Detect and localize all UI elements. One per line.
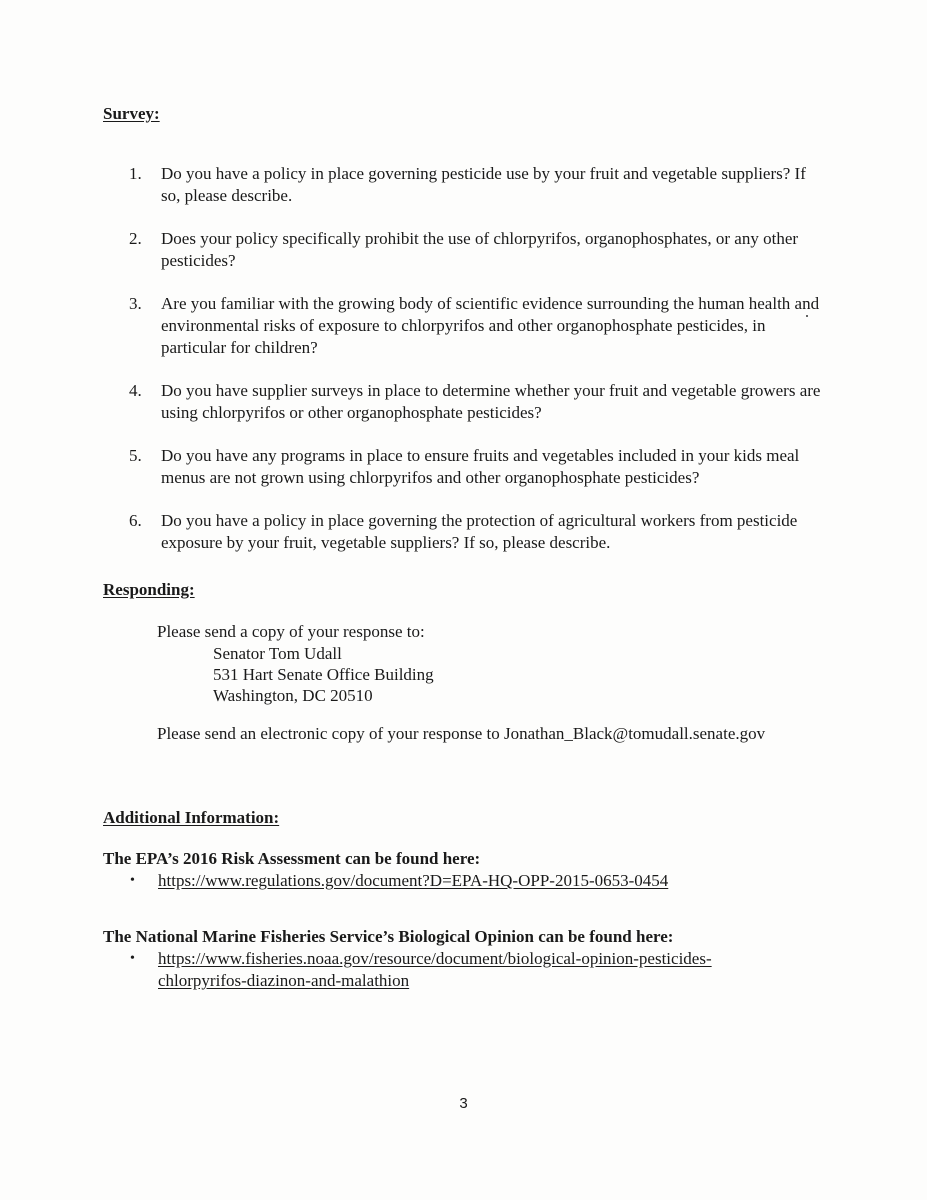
scan-speck bbox=[806, 315, 808, 317]
question-number: 2. bbox=[129, 229, 142, 248]
survey-question bbox=[103, 293, 823, 359]
nmfs-label: The National Marine Fisheries Service’s Biological Opinion can be found here: bbox=[103, 927, 674, 946]
question-text: Do you have supplier surveys in place to determine whether your fruit and vegetable growers are using chlorpyrifos or other organophosphate pesticides? bbox=[161, 381, 821, 422]
survey-question bbox=[103, 380, 823, 424]
question-number: 3. bbox=[129, 294, 142, 313]
address-name: Senator Tom Udall bbox=[213, 644, 342, 663]
bullet-icon: • bbox=[130, 951, 135, 966]
question-text: Does your policy specifically prohibit the use of chlorpyrifos, organophosphates, or any other pesticides? bbox=[161, 229, 799, 270]
question-text: Do you have a policy in place governing the protection of agricultural workers from pesticide exposure by your fruit, vegetable suppliers? If so, please describe. bbox=[161, 511, 798, 552]
responding-heading: Responding: bbox=[103, 580, 195, 599]
nmfs-link-line1[interactable]: https://www.fisheries.noaa.gov/resource/document/biological-opinion-pesticides- bbox=[158, 949, 712, 968]
survey-question bbox=[103, 445, 823, 489]
survey-heading: Survey: bbox=[103, 104, 160, 123]
question-number: 5. bbox=[129, 446, 142, 465]
survey-question-list bbox=[103, 163, 823, 576]
survey-question bbox=[103, 163, 823, 207]
responding-intro: Please send a copy of your response to: bbox=[157, 622, 425, 641]
question-text: Are you familiar with the growing body of scientific evidence surrounding the human health and environmental risks of exposure to chlorpyrifos and other organophosphate pesticides, in particular for children? bbox=[161, 294, 820, 357]
bullet-icon: • bbox=[130, 873, 135, 888]
survey-question bbox=[103, 228, 823, 272]
epa-link-item bbox=[130, 870, 810, 894]
question-number: 1. bbox=[129, 164, 142, 183]
question-text: Do you have a policy in place governing pesticide use by your fruit and vegetable suppliers? If so, please describe. bbox=[161, 164, 806, 205]
question-number: 4. bbox=[129, 381, 142, 400]
epa-label: The EPA’s 2016 Risk Assessment can be found here: bbox=[103, 849, 481, 868]
question-text: Do you have any programs in place to ensure fruits and vegetables included in your kids meal menus are not grown using chlorpyrifos and other organophosphate pesticides? bbox=[161, 446, 800, 487]
address-building: 531 Hart Senate Office Building bbox=[213, 665, 434, 684]
additional-info-heading: Additional Information: bbox=[103, 808, 280, 827]
nmfs-link-line2[interactable]: chlorpyrifos-diazinon-and-malathion bbox=[158, 971, 410, 990]
address-city: Washington, DC 20510 bbox=[213, 686, 373, 705]
electronic-copy-note: Please send an electronic copy of your response to Jonathan_Black@tomudall.senate.gov bbox=[157, 724, 766, 743]
nmfs-link-item bbox=[130, 948, 810, 994]
epa-link[interactable]: https://www.regulations.gov/document?D=EPA-HQ-OPP-2015-0653-0454 bbox=[158, 871, 669, 890]
survey-question bbox=[103, 510, 823, 554]
page-number: 3 bbox=[459, 1095, 468, 1112]
question-number: 6. bbox=[129, 511, 142, 530]
